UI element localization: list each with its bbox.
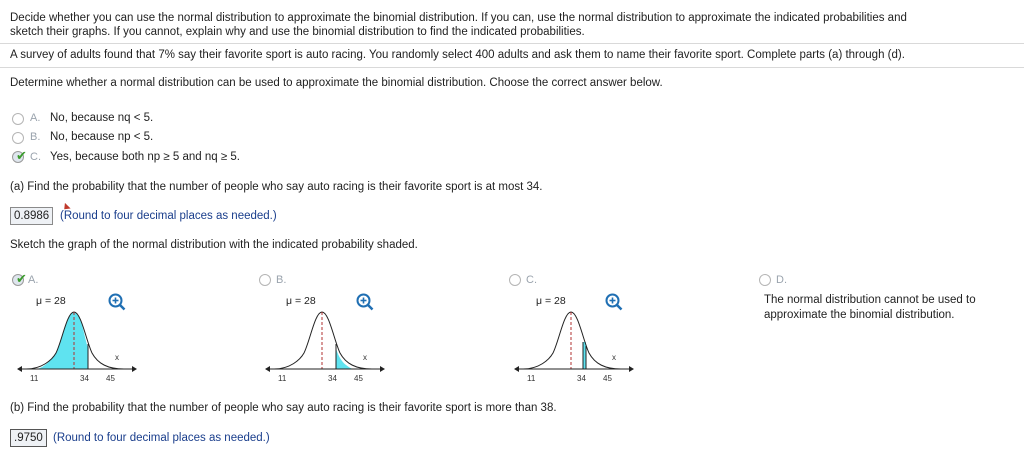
part-b-prompt: (b) Find the probability that the number of people who say auto racing is their favorite sport is more than 38. — [10, 402, 557, 414]
checkmark-icon: ✔ — [16, 148, 27, 163]
checkmark-icon: ✔ — [16, 271, 27, 286]
option-d-text-line-1: The normal distribution cannot be used to — [764, 294, 976, 306]
part-a-answer-field[interactable] — [10, 207, 53, 225]
part-b-answer-field[interactable] — [10, 429, 47, 447]
radio-option-b[interactable] — [12, 132, 24, 144]
radio-option-a[interactable] — [12, 113, 24, 125]
option-letter-a: A. — [30, 112, 41, 124]
instructions-line-2: sketch their graphs. If you cannot, explain why and use the binomial distribution to find the indicated probabilities. — [10, 26, 585, 38]
mean-label-b: μ = 28 — [286, 295, 316, 307]
sketch-prompt: Sketch the graph of the normal distribution with the indicated probability shaded. — [10, 239, 418, 251]
tick-label: 11 — [278, 374, 287, 383]
divider — [0, 67, 1024, 68]
option-d-text-line-2: approximate the binomial distribution. — [764, 309, 955, 321]
tick-label: 45 — [106, 374, 115, 383]
part-a-answer-value: 0.8986 — [14, 210, 50, 222]
divider — [0, 43, 1024, 44]
tick-label: 11 — [30, 374, 39, 383]
tick-label: 45 — [354, 374, 363, 383]
mean-label-c: μ = 28 — [536, 295, 566, 307]
part-a-prompt: (a) Find the probability that the number of people who say auto racing is their favorite sport is at most 34. — [10, 181, 543, 193]
problem-statement: A survey of adults found that 7% say their favorite sport is auto racing. You randomly select 400 adults and ask them to name their favorite sport. Complete parts (a) through (d). — [10, 49, 905, 61]
mean-label-a: μ = 28 — [36, 295, 66, 307]
x-axis-label-a: x — [115, 353, 119, 362]
part-b-hint: (Round to four decimal places as needed.) — [53, 432, 270, 444]
sketch-letter-d: D. — [776, 274, 787, 286]
x-axis-label-b: x — [363, 353, 367, 362]
tick-label: 45 — [603, 374, 612, 383]
tick-label: 34 — [80, 374, 89, 383]
tick-label: 34 — [577, 374, 586, 383]
normal-curve-graph-a — [20, 308, 140, 388]
option-text-a: No, because nq < 5. — [50, 112, 154, 124]
part-b-answer-value: .9750 — [14, 432, 43, 444]
sketch-letter-a: A. — [28, 274, 39, 286]
sketch-letter-c: C. — [526, 274, 537, 286]
sketch-letter-b: B. — [276, 274, 287, 286]
option-text-b: No, because np < 5. — [50, 131, 154, 143]
part-a-hint: (Round to four decimal places as needed.) — [60, 210, 277, 222]
option-text-c: Yes, because both np ≥ 5 and nq ≥ 5. — [50, 151, 240, 163]
tick-label: 34 — [328, 374, 337, 383]
question-prompt: Determine whether a normal distribution can be used to approximate the binomial distribution. Choose the correct answer below. — [10, 77, 663, 89]
x-axis-label-c: x — [612, 353, 616, 362]
normal-curve-graph-c — [517, 308, 637, 388]
radio-sketch-d[interactable] — [759, 274, 771, 286]
tick-label: 11 — [527, 374, 536, 383]
instructions-line-1: Decide whether you can use the normal distribution to approximate the binomial distribution. If you can, use the normal distribution to approximate the indicated probabilities and — [10, 12, 907, 24]
normal-curve-graph-b — [268, 308, 388, 388]
option-letter-c: C. — [30, 151, 41, 163]
radio-sketch-b[interactable] — [259, 274, 271, 286]
radio-sketch-c[interactable] — [509, 274, 521, 286]
option-letter-b: B. — [30, 131, 41, 143]
